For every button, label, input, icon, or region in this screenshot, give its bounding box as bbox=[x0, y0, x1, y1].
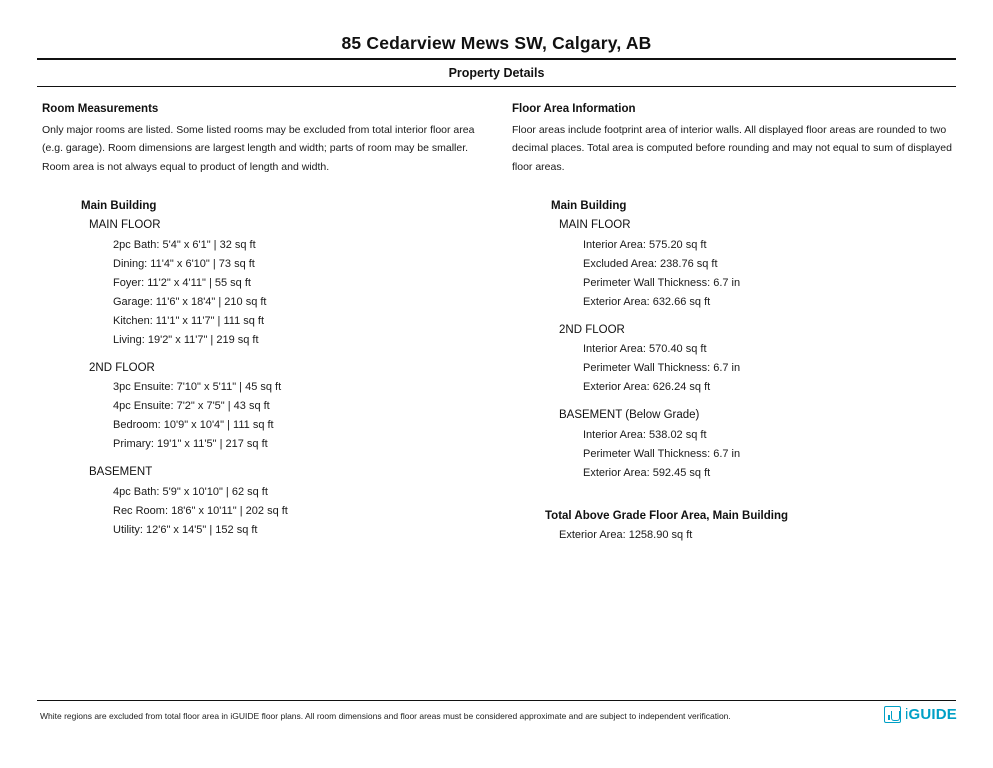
page-subtitle: Property Details bbox=[448, 66, 545, 80]
list-item: Interior Area: 570.40 sq ft bbox=[583, 343, 707, 356]
total-above-grade-block bbox=[512, 511, 964, 542]
right-building-block bbox=[512, 201, 964, 542]
right-floor-main bbox=[512, 220, 964, 308]
left-building-block bbox=[42, 201, 494, 536]
right-floor-basement bbox=[512, 410, 964, 479]
total-above-grade-value: Exterior Area: 1258.90 sq ft bbox=[559, 529, 693, 542]
list-item: Foyer: 11'2" x 4'11" | 55 sq ft bbox=[113, 276, 251, 289]
list-item: Perimeter Wall Thickness: 6.7 in bbox=[583, 447, 741, 460]
list-item: Utility: 12'6" x 14'5" | 152 sq ft bbox=[113, 523, 258, 536]
right-floor-basement-label: BASEMENT (Below Grade) bbox=[559, 409, 700, 422]
list-item: Perimeter Wall Thickness: 6.7 in bbox=[583, 276, 741, 289]
list-item: Garage: 11'6" x 18'4" | 210 sq ft bbox=[113, 295, 267, 308]
list-item: 4pc Bath: 5'9" x 10'10" | 62 sq ft bbox=[113, 485, 268, 498]
iguide-wordmark-prefix: i bbox=[904, 706, 909, 723]
footer-divider bbox=[37, 700, 956, 701]
list-item: Interior Area: 538.02 sq ft bbox=[583, 428, 707, 441]
left-floor-basement bbox=[42, 467, 494, 536]
left-floor-second bbox=[42, 363, 494, 451]
floor-area-section bbox=[512, 104, 964, 541]
iguide-wordmark-name: GUIDE bbox=[908, 706, 957, 723]
right-floor-main-label: MAIN FLOOR bbox=[559, 219, 631, 232]
list-item: Rec Room: 18'6" x 10'11" | 202 sq ft bbox=[113, 504, 288, 517]
section-heading-room-measurements: Room Measurements bbox=[42, 103, 159, 115]
list-item: Exterior Area: 632.66 sq ft bbox=[583, 295, 711, 308]
left-floor-second-label: 2ND FLOOR bbox=[89, 361, 155, 374]
page-title: 85 Cedarview Mews SW, Calgary, AB bbox=[341, 33, 652, 53]
iguide-wordmark bbox=[905, 706, 957, 723]
list-item: Exterior Area: 592.45 sq ft bbox=[583, 466, 711, 479]
left-floor-main bbox=[42, 220, 494, 346]
right-floor-second-label: 2ND FLOOR bbox=[559, 323, 625, 336]
footer-disclaimer: White regions are excluded from total floor area in iGUIDE floor plans. All room dimensions and floor areas must be considered approximate and are subject to independent verification. bbox=[40, 711, 731, 721]
list-item: Interior Area: 575.20 sq ft bbox=[583, 238, 707, 251]
list-item: 2pc Bath: 5'4" x 6'1" | 32 sq ft bbox=[113, 238, 256, 251]
list-item: Dining: 11'4" x 6'10" | 73 sq ft bbox=[113, 257, 255, 270]
list-item: 3pc Ensuite: 7'10" x 5'11" | 45 sq ft bbox=[113, 381, 282, 394]
total-above-grade-heading: Total Above Grade Floor Area, Main Building bbox=[545, 509, 789, 522]
left-floor-basement-label: BASEMENT bbox=[89, 466, 153, 479]
list-item: Exterior Area: 626.24 sq ft bbox=[583, 381, 711, 394]
subtitle-divider bbox=[37, 86, 956, 87]
right-floor-second bbox=[512, 325, 964, 394]
list-item: Bedroom: 10'9" x 10'4" | 111 sq ft bbox=[113, 419, 274, 432]
list-item: 4pc Ensuite: 7'2" x 7'5" | 43 sq ft bbox=[113, 400, 270, 413]
title-divider bbox=[37, 58, 956, 60]
right-building-label: Main Building bbox=[551, 199, 627, 212]
section-heading-floor-area: Floor Area Information bbox=[512, 103, 636, 115]
list-item: Kitchen: 11'1" x 11'7" | 111 sq ft bbox=[113, 314, 265, 327]
list-item: Excluded Area: 238.76 sq ft bbox=[583, 257, 718, 270]
list-item: Primary: 19'1" x 11'5" | 217 sq ft bbox=[113, 438, 268, 451]
room-measurements-section bbox=[42, 104, 494, 553]
list-item: Perimeter Wall Thickness: 6.7 in bbox=[583, 362, 741, 375]
room-measurements-note: Only major rooms are listed. Some listed rooms may be excluded from total interior floor area (e.g. garage). Room dimensions are largest length and width; parts of room may be smaller. Room area is not always equal to product of length and width. bbox=[42, 123, 475, 173]
list-item: Living: 19'2" x 11'7" | 219 sq ft bbox=[113, 333, 259, 346]
left-building-label: Main Building bbox=[81, 199, 157, 212]
left-floor-main-label: MAIN FLOOR bbox=[89, 219, 161, 232]
floor-area-note: Floor areas include footprint area of interior walls. All displayed floor areas are rounded to two decimal places. Total area is computed before rounding and may not equal to sum of displayed floor areas. bbox=[512, 123, 952, 173]
iguide-logo bbox=[884, 706, 957, 723]
iguide-mark-icon bbox=[884, 706, 901, 723]
